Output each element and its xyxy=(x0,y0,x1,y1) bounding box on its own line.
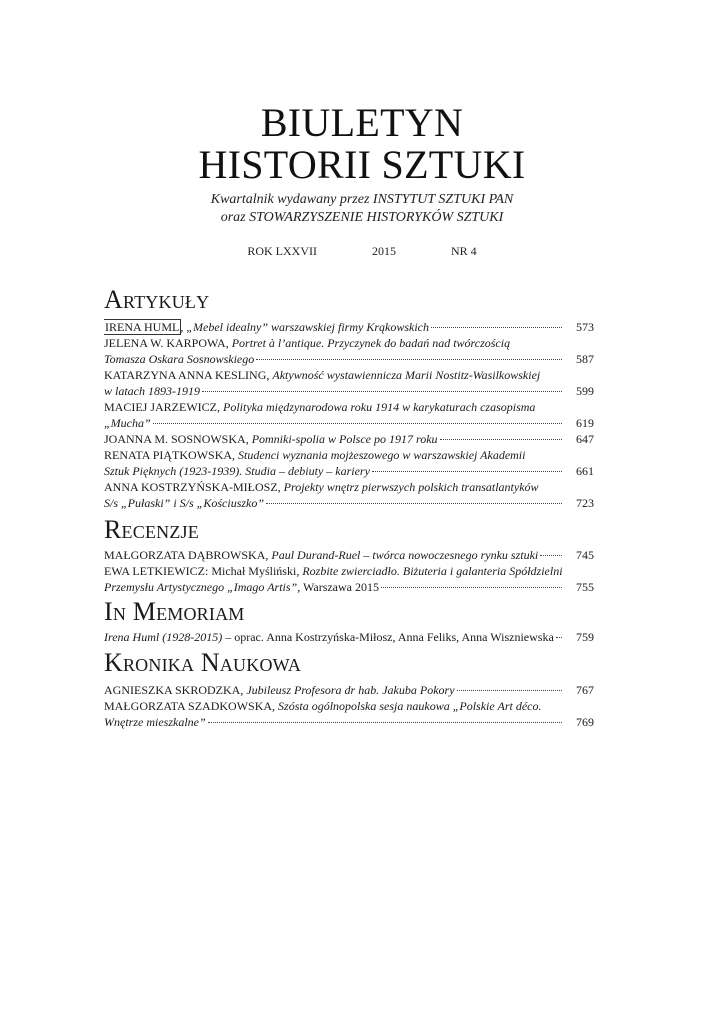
toc-entry[interactable] xyxy=(104,367,594,399)
entry-title-continued: Wnętrze mieszkalne” xyxy=(104,715,206,729)
journal-title-line-1: BIULETYN xyxy=(260,100,464,145)
entry-separator: , xyxy=(180,320,187,334)
toc-entry[interactable] xyxy=(104,431,594,447)
entry-author: ANNA KOSTRZYŃSKA-MIŁOSZ xyxy=(104,480,278,494)
entry-page-number: 755 xyxy=(576,580,594,594)
dot-leader xyxy=(372,471,562,472)
reviewed-book-author: Michał Myśliński, xyxy=(211,564,303,578)
dot-leader xyxy=(540,555,562,556)
entry-page-number: 647 xyxy=(576,432,594,446)
dot-leader xyxy=(208,722,562,723)
entry-title-continued: Sztuk Pięknych (1923-1939). Studia – debiuty – kariery xyxy=(104,464,370,478)
entry-page-number: 619 xyxy=(576,416,594,430)
entry-page-number: 759 xyxy=(576,630,594,644)
toc-entry[interactable] xyxy=(104,447,594,479)
entry-separator: , xyxy=(277,480,284,494)
entry-separator: , xyxy=(232,448,239,462)
issue-year: 2015 xyxy=(371,244,396,258)
section-heading-recenzje: Recenzje xyxy=(104,515,199,544)
entry-title: Irena Huml (1928-2015) xyxy=(104,630,223,644)
entry-author: JOANNA M. SOSNOWSKA xyxy=(104,432,246,446)
entry-title-continued: w latach 1893-1919 xyxy=(104,384,200,398)
entry-page-number: 587 xyxy=(576,352,594,366)
section-heading-in-memoriam: In Memoriam xyxy=(104,597,245,626)
entry-separator: , xyxy=(225,336,232,350)
dot-leader xyxy=(457,690,562,691)
toc-entry[interactable] xyxy=(104,319,594,335)
entry-separator: , xyxy=(265,548,272,562)
section-list-recenzje xyxy=(104,547,594,595)
dot-leader xyxy=(256,359,562,360)
entry-page-number: 723 xyxy=(576,496,594,510)
dot-leader xyxy=(431,327,562,328)
entry-title-continued: Przemysłu Artystycznego „Imago Artis” xyxy=(104,580,298,594)
entry-title: Projekty wnętrz pierwszych polskich transatlantyków xyxy=(283,480,539,494)
entry-author: MAŁGORZATA DĄBROWSKA xyxy=(104,548,266,562)
entry-separator: , xyxy=(240,683,247,697)
issue-number: NR 4 xyxy=(450,244,477,258)
entry-title: Portret à l’antique. Przyczynek do badań nad twórczością xyxy=(231,336,511,350)
entry-author: MAŁGORZATA SZADKOWSKA xyxy=(104,699,273,713)
entry-page-number: 573 xyxy=(576,320,594,334)
entry-title: Paul Durand-Ruel – twórca nowoczesnego rynku sztuki xyxy=(271,548,539,562)
entry-author: IRENA HUML xyxy=(105,320,180,334)
entry-title: Rozbite zwierciadło. Biżuteria i galanteria Spółdzielni xyxy=(302,564,563,578)
entry-author: JELENA W. KARPOWA xyxy=(104,336,226,350)
journal-subtitle-line-1: Kwartalnik wydawany przez INSTYTUT SZTUKI PAN xyxy=(210,192,514,207)
dot-leader xyxy=(266,503,562,504)
entry-page-number: 767 xyxy=(576,683,594,697)
journal-title-line-2: HISTORII SZTUKI xyxy=(198,142,526,187)
dot-leader xyxy=(381,587,562,588)
entry-separator: , xyxy=(266,368,273,382)
toc-entry[interactable] xyxy=(104,563,594,595)
toc-entry[interactable] xyxy=(104,629,594,645)
entry-author: KATARZYNA ANNA KESLING xyxy=(104,368,267,382)
entry-publication-info: , Warszawa 2015 xyxy=(297,580,380,594)
entry-title-continued: „Mucha” xyxy=(104,416,151,430)
dot-leader xyxy=(202,391,562,392)
section-list-in-memoriam xyxy=(104,629,594,645)
section-heading-artykuly: Artykuły xyxy=(104,285,210,314)
journal-subtitle-line-2: oraz STOWARZYSZENIE HISTORYKÓW SZTUKI xyxy=(220,210,504,225)
entry-author: EWA LETKIEWICZ xyxy=(104,564,205,578)
entry-title: Pomniki-spolia w Polsce po 1917 roku xyxy=(251,432,438,446)
entry-author: AGNIESZKA SKRODZKA xyxy=(104,683,241,697)
entry-title: Aktywność wystawiennicza Marii Nostitz-Wasilkowskiej xyxy=(272,368,541,382)
toc-entry[interactable] xyxy=(104,399,594,431)
toc-entry[interactable] xyxy=(104,698,594,730)
entry-separator: , xyxy=(272,699,279,713)
entry-title: Studenci wyznania mojżeszowego w warszawskiej Akademii xyxy=(238,448,526,462)
section-list-artykuly xyxy=(104,319,594,511)
entry-author: RENATA PIĄTKOWSKA xyxy=(104,448,233,462)
entry-title: Szósta ogólnopolska sesja naukowa „Polskie Art déco. xyxy=(278,699,542,713)
entry-page-number: 769 xyxy=(576,715,594,729)
section-heading-kronika-naukowa: Kronika Naukowa xyxy=(104,648,302,677)
dot-leader xyxy=(556,637,562,638)
toc-entry[interactable] xyxy=(104,547,594,563)
entry-separator: , xyxy=(217,400,223,414)
entry-page-number: 745 xyxy=(576,548,594,562)
entry-page-number: 599 xyxy=(576,384,594,398)
entry-author: MACIEJ JARZEWICZ xyxy=(104,400,217,414)
entry-title: „Mebel idealny” warszawskiej firmy Krąkowskich xyxy=(186,320,429,334)
volume-label: ROK LXXVII xyxy=(247,244,317,258)
entry-title: Jubileusz Profesora dr hab. Jakuba Pokory xyxy=(246,683,455,697)
entry-title-continued: Tomasza Oskara Sosnowskiego xyxy=(104,352,255,366)
entry-title: Polityka międzynarodowa roku 1914 w karykaturach czasopisma xyxy=(223,400,536,414)
entry-separator: , xyxy=(245,432,252,446)
section-list-kronika-naukowa xyxy=(104,682,594,730)
entry-title-continued: S/s „Pułaski” i S/s „Kościuszko” xyxy=(104,496,265,510)
entry-page-number: 661 xyxy=(576,464,594,478)
toc-entry[interactable] xyxy=(104,479,594,511)
dot-leader xyxy=(153,423,562,424)
entry-separator: : xyxy=(204,564,212,578)
issue-info xyxy=(0,243,724,259)
entry-credits: – oprac. Anna Kostrzyńska-Miłosz, Anna Feliks, Anna Wiszniewska xyxy=(222,630,554,644)
toc-entry[interactable] xyxy=(104,682,594,698)
toc-entry[interactable] xyxy=(104,335,594,367)
dot-leader xyxy=(440,439,562,440)
